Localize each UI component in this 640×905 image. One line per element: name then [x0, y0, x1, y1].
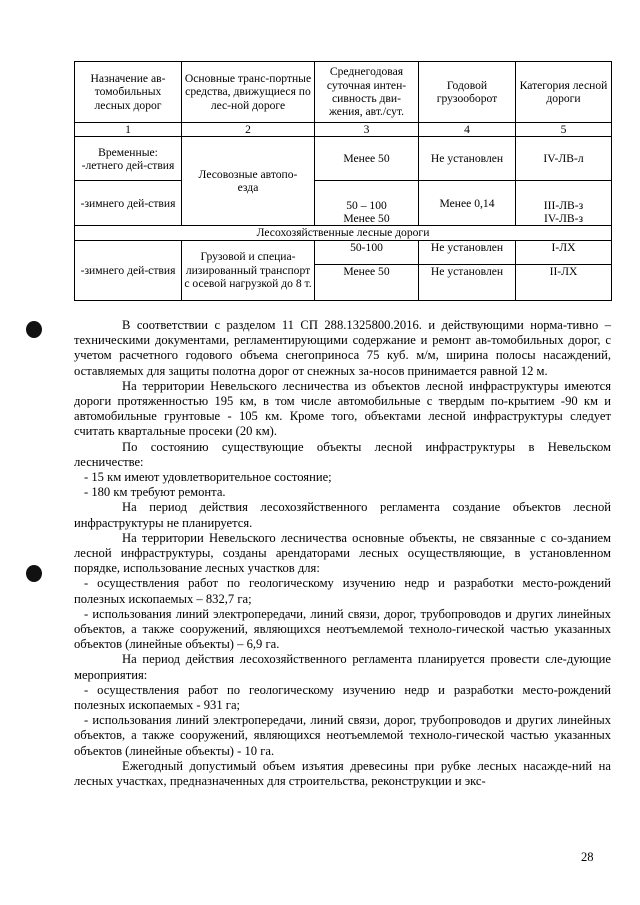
paragraph: На период действия лесохозяйственного регламента планируется провести сле-дующие мероприятия: [74, 652, 611, 682]
section-title: Лесохозяйственные лесные дороги [75, 226, 612, 240]
paragraph: На территории Невельского лесничества основные объекты, не связанные с со-зданием лесной инфраструктуры, созданы арендаторами лесных осуществляющие, в установленном порядке, использование лесных участков для: [74, 530, 611, 576]
list-item: - использования линий электропередачи, линий связи, дорог, трубопроводов и других линейных объектов, а также сооружений, являющихся неотъемлемой техноло-гической частью указанных объектов (линейные объекты) – 6,9 га. [74, 606, 611, 652]
forestry-vehicles-cell: Грузовой и специа-лизированный транспорт с осевой нагрузкой до 8 т. [182, 240, 315, 300]
temporary-vehicles-cell: Лесовозные автопо-езда [182, 137, 315, 226]
summer-purpose-cell: Временные: -летнего дей-ствия [75, 137, 182, 181]
header-intensity: Среднегодовая суточная интен-сивность дви-жения, авт./сут. [315, 62, 419, 123]
paragraph: В соответствии с разделом 11 СП 288.1325800.2016. и действующими норма-тивно – техническими документами, регламентирующими содержание и ремонт ав-томобильных дорог, с учетом расчетного годового объема снегоприноса 75 куб. м/м, ширина полосы насаждений, оставляемых для защиты полотна дорог от снежных за-носов принимается равной 12 м. [74, 318, 611, 378]
summer-intensity-cell: Менее 50 [315, 137, 419, 181]
header-freight: Годовой грузооборот [419, 62, 516, 123]
winter-category-cell [516, 181, 612, 226]
col-number: 2 [182, 123, 315, 137]
summer-category-cell: IV-ЛВ-л [516, 137, 612, 181]
paragraph: На территории Невельского лесничества из объектов лесной инфраструктуры имеются дороги протяженностью 195 км, в том числе автомобильные с твердым по-крытием -90 км и автомобильные грунтовые - 105 км. Кроме того, объектами лесной инфраструктуры следует считать квартальные просеки (20 км). [74, 378, 611, 439]
page-number: 28 [581, 850, 594, 864]
summer-freight-cell: Не установлен [419, 137, 516, 181]
list-item: - осуществления работ по геологическому изучению недр и разработки место-рождений полезных ископаемых - 931 га; [74, 682, 611, 713]
header-category: Категория лесной дороги [516, 62, 612, 123]
forestry-freight-cell: Не установлен [419, 240, 516, 264]
column-numbers-row [75, 123, 612, 137]
forestry-intensity-cell: 50-100 [315, 240, 419, 264]
table-header-row [75, 62, 612, 123]
list-item: - 15 км имеют удовлетворительное состояние; [84, 470, 332, 485]
col-number: 3 [315, 123, 419, 137]
paragraph: По состоянию существующие объекты лесной инфраструктуры в Невельском лесничестве: [74, 439, 611, 469]
forestry-purpose-cell: -зимнего дей-ствия [75, 240, 182, 300]
col-number: 5 [516, 123, 612, 137]
list-item: - использования линий электропередачи, линий связи, дорог, трубопроводов и других линейных объектов, а также сооружений, являющихся неотъемлемой техноло-гической частью указанных объектов (линейные объекты) - 10 га. [74, 713, 611, 758]
winter-intensity-line: Менее 50 [343, 212, 390, 225]
col-number: 4 [419, 123, 516, 137]
forestry-category-cell: II-ЛХ [516, 264, 612, 300]
table-row [75, 137, 612, 181]
forestry-category-cell: I-ЛХ [516, 240, 612, 264]
table-row [75, 181, 612, 226]
list-item: - 180 км требуют ремонта. [84, 485, 226, 500]
winter-purpose-cell: -зимнего дей-ствия [75, 181, 182, 226]
forestry-freight-cell: Не установлен [419, 264, 516, 300]
paragraph: Ежегодный допустимый объем изъятия древесины при рубке лесных насажде-ний на лесных участках, предназначенных для строительства, реконструкции и экс- [74, 758, 611, 789]
winter-category-line: III-ЛВ-з [543, 198, 584, 212]
binder-hole-bottom [26, 565, 42, 582]
header-vehicles: Основные транс-портные средства, движущиеся по лес-ной дороге [182, 62, 315, 123]
paragraph: На период действия лесохозяйственного регламента создание объектов лесной инфраструктуры не планируется. [74, 500, 611, 530]
section-row [75, 226, 612, 240]
winter-freight-cell: Менее 0,14 [419, 181, 516, 226]
winter-category-line: IV-ЛВ-з [543, 212, 584, 225]
col-number: 1 [75, 123, 182, 137]
binder-hole-top [26, 321, 42, 338]
table-row [75, 240, 612, 264]
winter-intensity-line: 50 – 100 [346, 198, 387, 212]
body-text [74, 318, 611, 789]
header-purpose: Назначение ав-томобильных лесных дорог [75, 62, 182, 123]
list-item: - осуществления работ по геологическому изучению недр и разработки место-рождений полезных ископаемых – 832,7 га; [74, 576, 611, 606]
forestry-intensity-cell: Менее 50 [315, 264, 419, 300]
winter-intensity-cell [315, 181, 419, 226]
roads-table [74, 61, 612, 301]
